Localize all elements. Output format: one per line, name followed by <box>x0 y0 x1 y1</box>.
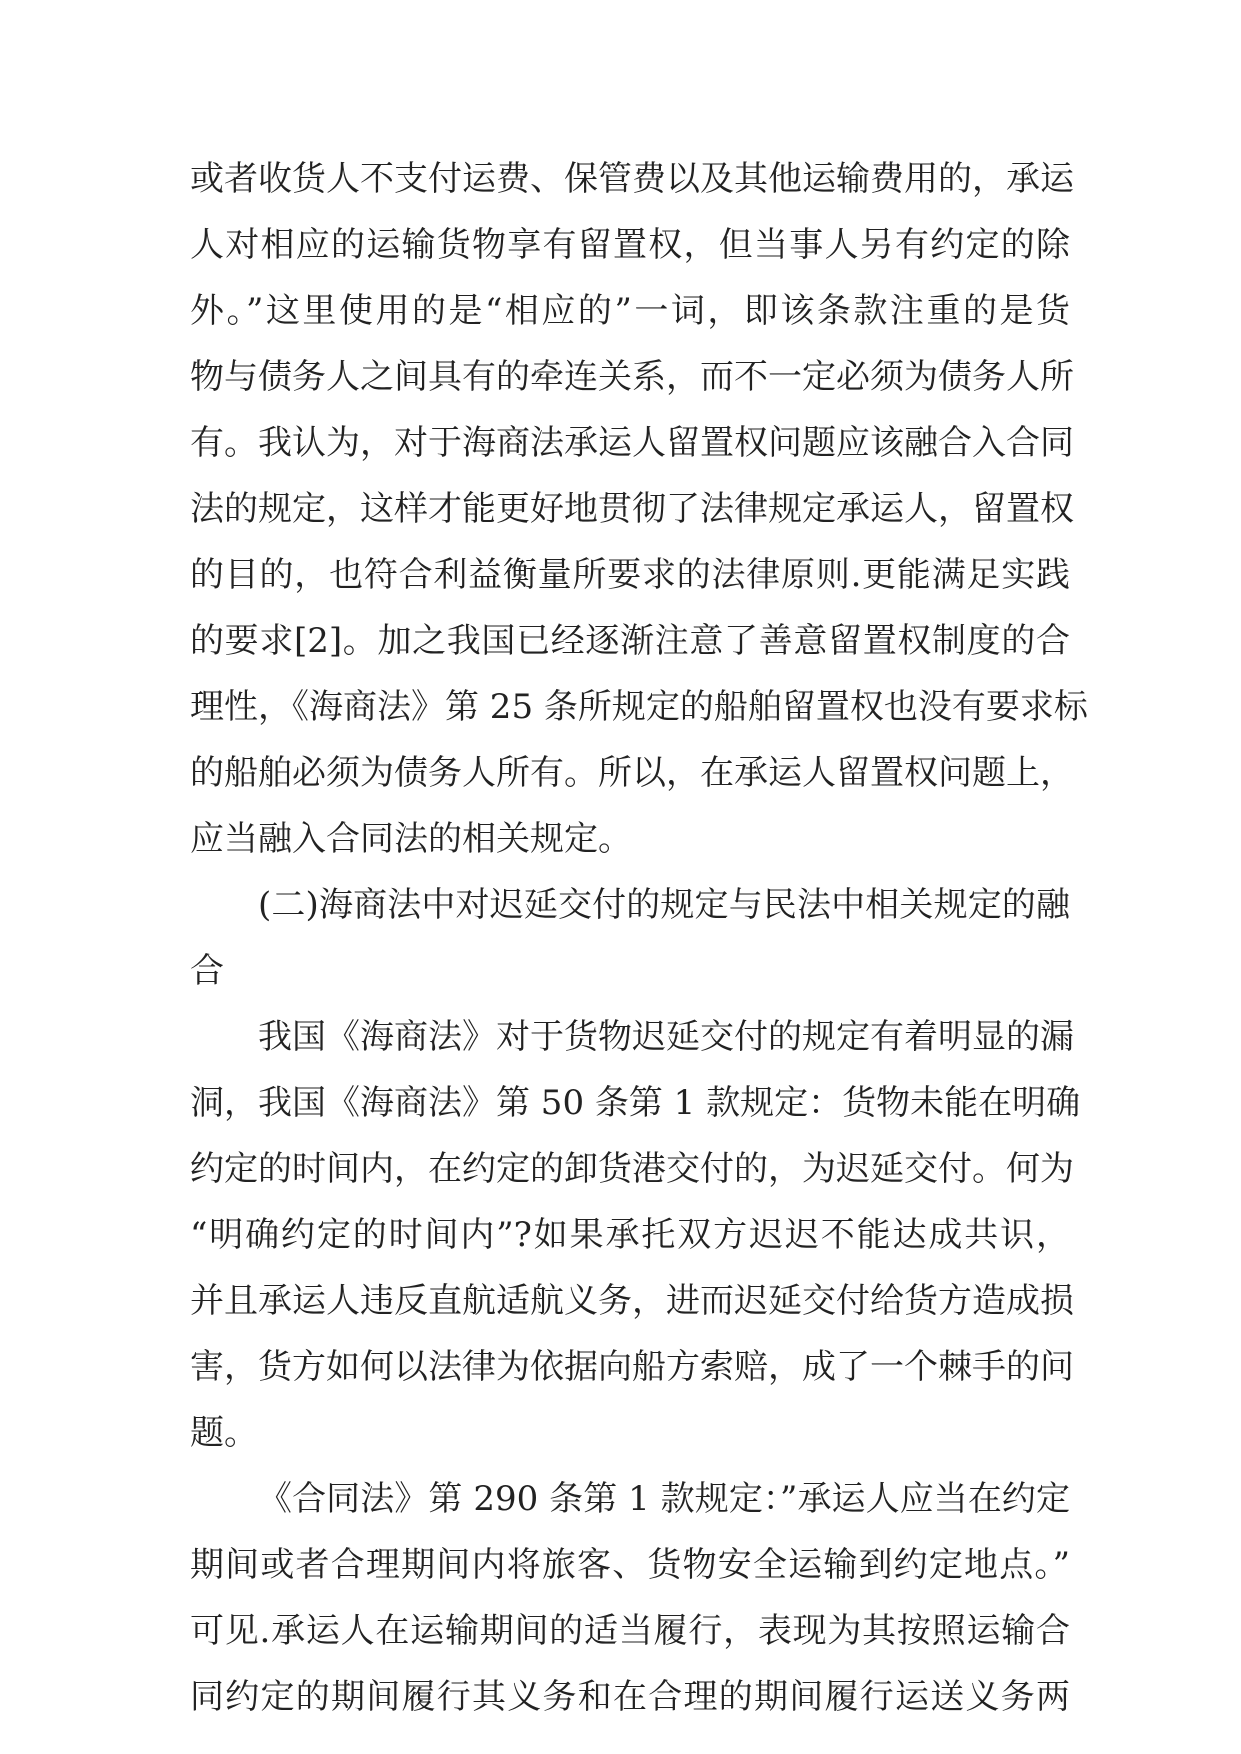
text-line: 的要求[2]。加之我国已经逐渐注意了善意留置权制度的合 <box>190 621 1070 661</box>
text-line: 或者收货人不支付运费、保管费以及其他运输费用的，承运 <box>190 159 1074 199</box>
paragraph-first-line: 《合同法》第 290 条第 1 款规定：”承运人应当在约定 <box>258 1479 1070 1519</box>
paragraph-end-line: 应当融入合同法的相关规定。 <box>190 819 632 859</box>
paragraph-first-line: 我国《海商法》对于货物迟延交付的规定有着明显的漏 <box>258 1017 1074 1057</box>
text-line: 期间或者合理期间内将旅客、货物安全运输到约定地点。” <box>190 1545 1070 1585</box>
text-line: 有。我认为，对于海商法承运人留置权问题应该融合入合同 <box>190 423 1074 463</box>
text-line: “明确约定的时间内”?如果承托双方迟迟不能达成共识， <box>190 1215 1070 1255</box>
text-line: 的目的，也符合利益衡量所要求的法律原则.更能满足实践 <box>190 555 1070 595</box>
text-line: 外。”这里使用的是“相应的”一词，即该条款注重的是货 <box>190 291 1070 331</box>
text-line: 的船舶必须为债务人所有。所以，在承运人留置权问题上， <box>190 753 1074 793</box>
section-heading-line: (二)海商法中对迟延交付的规定与民法中相关规定的融 <box>258 885 1070 925</box>
paragraph-end-line: 题。 <box>190 1413 258 1453</box>
text-line: 法的规定，这样才能更好地贯彻了法律规定承运人，留置权 <box>190 489 1074 529</box>
text-line: 洞，我国《海商法》第 50 条第 1 款规定：货物未能在明确 <box>190 1083 1081 1123</box>
text-line: 物与债务人之间具有的牵连关系，而不一定必须为债务人所 <box>190 357 1074 397</box>
text-line: 理性，《海商法》第 25 条所规定的船舶留置权也没有要求标 <box>190 687 1088 727</box>
text-line: 害，货方如何以法律为依据向船方索赔，成了一个棘手的问 <box>190 1347 1074 1387</box>
text-line: 可见.承运人在运输期间的适当履行，表现为其按照运输合 <box>190 1611 1070 1651</box>
text-line: 人对相应的运输货物享有留置权，但当事人另有约定的除 <box>190 225 1070 265</box>
text-line: 同约定的期间履行其义务和在合理的期间履行运送义务两 <box>190 1677 1070 1717</box>
text-line: 约定的时间内，在约定的卸货港交付的，为迟延交付。何为 <box>190 1149 1074 1189</box>
document-body <box>190 146 1088 1730</box>
section-heading-end-line: 合 <box>190 951 224 991</box>
text-line: 并且承运人违反直航适航义务，进而迟延交付给货方造成损 <box>190 1281 1074 1321</box>
